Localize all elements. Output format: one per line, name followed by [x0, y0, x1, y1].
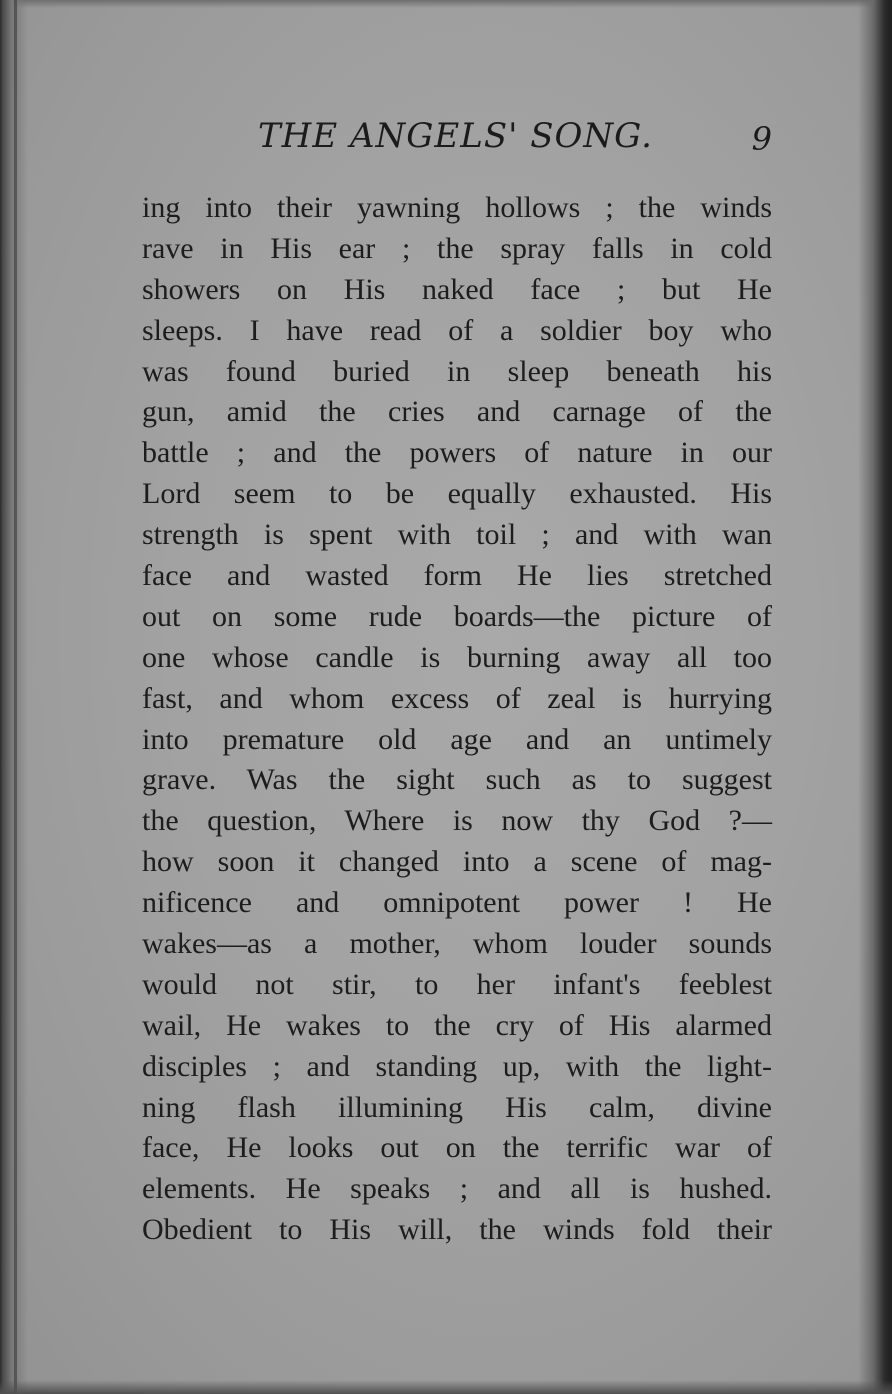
text-line: grave. Was the sight such as to suggest — [142, 763, 772, 797]
text-line: ing into their yawning hollows ; the winds — [142, 191, 772, 224]
text-line: disciples ; and standing up, with the light- — [142, 1049, 772, 1083]
text-line: face and wasted form He lies stretched — [142, 559, 772, 593]
text-line: was found buried in sleep beneath his — [142, 354, 772, 388]
page-bottom-shadow — [0, 1380, 892, 1394]
text-line: face, He looks out on the terrific war of — [142, 1131, 772, 1165]
text-line: Lord seem to be equally exhausted. His — [142, 477, 772, 511]
text-line: strength is spent with toil ; and with wan — [142, 518, 772, 552]
page-number: 9 — [751, 120, 772, 158]
running-title: THE ANGELS' SONG. — [258, 116, 653, 156]
text-line: the question, Where is now thy God ?— — [142, 804, 772, 838]
binding-line-left — [14, 0, 17, 1394]
page-edge-right — [858, 0, 892, 1394]
text-line: sleeps. I have read of a soldier boy who — [142, 313, 772, 347]
text-line: into premature old age and an untimely — [142, 722, 772, 756]
text-line: out on some rude boards—the picture of — [142, 599, 772, 633]
running-head — [140, 116, 780, 166]
text-line: battle ; and the powers of nature in our — [142, 436, 772, 470]
text-line: fast, and whom excess of zeal is hurrying — [142, 681, 772, 715]
text-line: Obedient to His will, the winds fold their — [142, 1213, 772, 1247]
text-line: elements. He speaks ; and all is hushed. — [142, 1172, 772, 1206]
text-line: wakes—as a mother, whom louder sounds — [142, 927, 772, 961]
text-line: rave in His ear ; the spray falls in cold — [142, 231, 772, 265]
text-line: ning flash illumining His calm, divine — [142, 1090, 772, 1124]
text-line: showers on His naked face ; but He — [142, 272, 772, 306]
page-top-shadow — [0, 0, 892, 8]
body-text — [142, 188, 772, 1251]
text-line: wail, He wakes to the cry of His alarmed — [142, 1008, 772, 1042]
text-line: would not stir, to her infant's feeblest — [142, 967, 772, 1001]
text-line: gun, amid the cries and carnage of the — [142, 395, 772, 429]
text-line: nificence and omnipotent power ! He — [142, 886, 772, 920]
text-line: one whose candle is burning away all too — [142, 640, 772, 674]
text-line: how soon it changed into a scene of mag- — [142, 845, 772, 879]
